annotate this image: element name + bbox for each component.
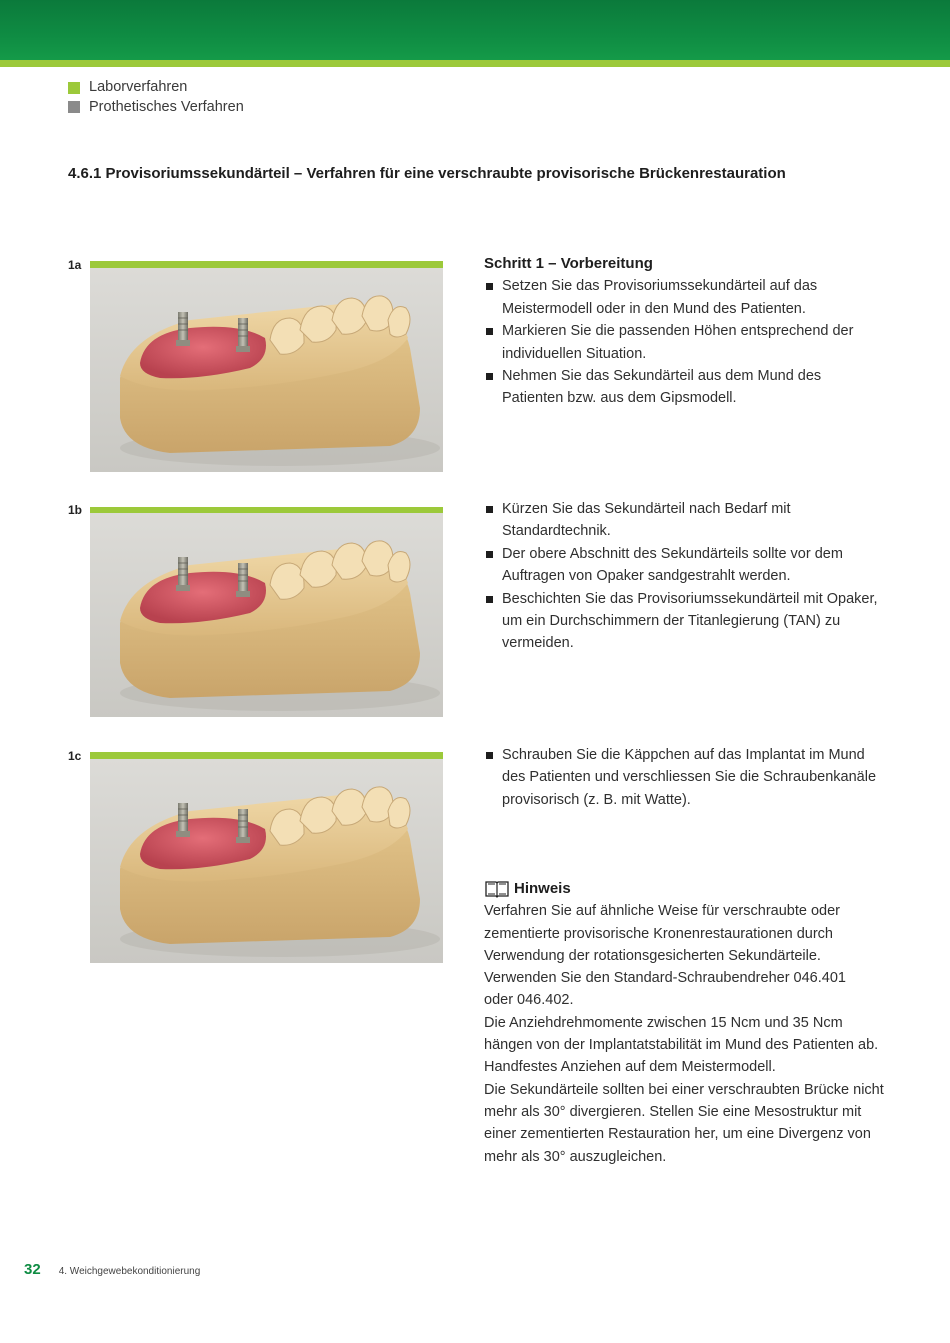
step-1-text [484, 253, 904, 410]
note-title: Hinweis [514, 880, 571, 897]
legend-label-lab: Laborverfahren [89, 79, 188, 95]
figure-image-1b [90, 513, 443, 717]
bullet-item [484, 320, 904, 365]
figure-label-1a: 1a [68, 258, 82, 272]
note-line: Verfahren Sie auf ähnliche Weise für verschraubte oder [484, 903, 840, 920]
bullet-line: Schrauben Sie die Käppchen auf das Implantat im Mund [502, 747, 865, 763]
legend-label-prosthetic: Prothetisches Verfahren [89, 98, 244, 115]
bullet-item [484, 275, 904, 320]
bullet-line: provisorisch (z. B. mit Watte). [502, 791, 691, 808]
bullet-line: individuellen Situation. [502, 345, 647, 362]
figure-label-1b: 1b [68, 503, 83, 517]
note-line: Verwendung der rotationsgesicherten Sekundärteile. [484, 947, 821, 964]
bullet-item [484, 543, 904, 588]
figure-bar-1c [90, 752, 443, 759]
bullet-line: Der obere Abschnitt des Sekundärteils sollte vor dem [502, 545, 843, 562]
bullet-item [484, 365, 904, 410]
legend-item-lab [68, 78, 244, 98]
figure-image-1a [90, 268, 443, 472]
procedure-legend [68, 78, 244, 117]
step-1-bullets [484, 275, 904, 409]
book-icon [484, 880, 510, 898]
header-accent-line [0, 60, 950, 67]
figure-label-1c: 1c [68, 749, 82, 763]
bullet-item [484, 498, 904, 543]
page-number: 32 [24, 1261, 41, 1278]
note-line: einer zementierten Restauration her, um eine Divergenz von [484, 1126, 871, 1143]
legend-swatch-green [68, 82, 80, 94]
header-band [0, 0, 950, 60]
note-line: mehr als 30° divergieren. Stellen Sie eine Mesostruktur mit [484, 1103, 862, 1120]
section-title: 4.6.1 Provisoriumssekundärteil – Verfahren für eine verschraubte provisorische Brückenrestauration [68, 165, 786, 182]
page-footer [24, 1261, 200, 1278]
bullet-line: Auftragen von Opaker sandgestrahlt werden. [502, 568, 791, 585]
note-body [484, 900, 904, 1168]
bullet-item [484, 744, 904, 811]
note-line: Verwenden Sie den Standard-Schraubendreher 046.401 [484, 970, 846, 987]
note-line: hängen von der Implantatstabilität im Mund des Patienten ab. [484, 1037, 879, 1054]
note-line: Handfestes Anziehen auf dem Meistermodell. [484, 1059, 776, 1076]
step-1-title: Schritt 1 – Vorbereitung [484, 255, 653, 272]
note-line: mehr als 30° auszugleichen. [484, 1148, 667, 1165]
bullet-line: Markieren Sie die passenden Höhen entsprechend der [502, 323, 854, 340]
legend-swatch-grey [68, 101, 80, 113]
step-1c-bullets [484, 744, 904, 811]
note-line: oder 046.402. [484, 992, 574, 1009]
bullet-line: Meistermodell oder in den Mund des Patienten. [502, 300, 806, 317]
step-1c-text [484, 744, 904, 811]
bullet-line: Patienten bzw. aus dem Gipsmodell. [502, 390, 737, 407]
note-heading [484, 878, 904, 900]
chapter-title: 4. Weichgewebekonditionierung [58, 1266, 201, 1277]
bullet-line: um ein Durchschimmern der Titanlegierung (TAN) zu [502, 613, 841, 630]
note-line: zementierte provisorische Kronenrestaurationen durch [484, 925, 833, 942]
bullet-line: Setzen Sie das Provisoriumssekundärteil auf das [502, 278, 818, 295]
figure-image-1c [90, 759, 443, 963]
bullet-line: vermeiden. [502, 635, 574, 652]
bullet-item [484, 588, 904, 655]
bullet-line: Nehmen Sie das Sekundärteil aus dem Mund des [502, 368, 822, 385]
bullet-line: Kürzen Sie das Sekundärteil nach Bedarf mit [502, 501, 791, 517]
step-1b-text [484, 498, 904, 655]
bullet-line: Standardtechnik. [502, 523, 611, 540]
bullet-line: Beschichten Sie das Provisoriumssekundärteil mit Opaker, [502, 590, 878, 607]
bullet-line: des Patienten und verschliessen Sie die Schraubenkanäle [502, 769, 877, 786]
legend-item-prosthetic [68, 98, 244, 118]
figure-bar-1a [90, 261, 443, 268]
note-line: Die Sekundärteile sollten bei einer verschraubten Brücke nicht [484, 1081, 884, 1098]
note-box [484, 878, 904, 1168]
step-1b-bullets [484, 498, 904, 655]
note-line: Die Anziehdrehmomente zwischen 15 Ncm und 35 Ncm [484, 1014, 843, 1031]
